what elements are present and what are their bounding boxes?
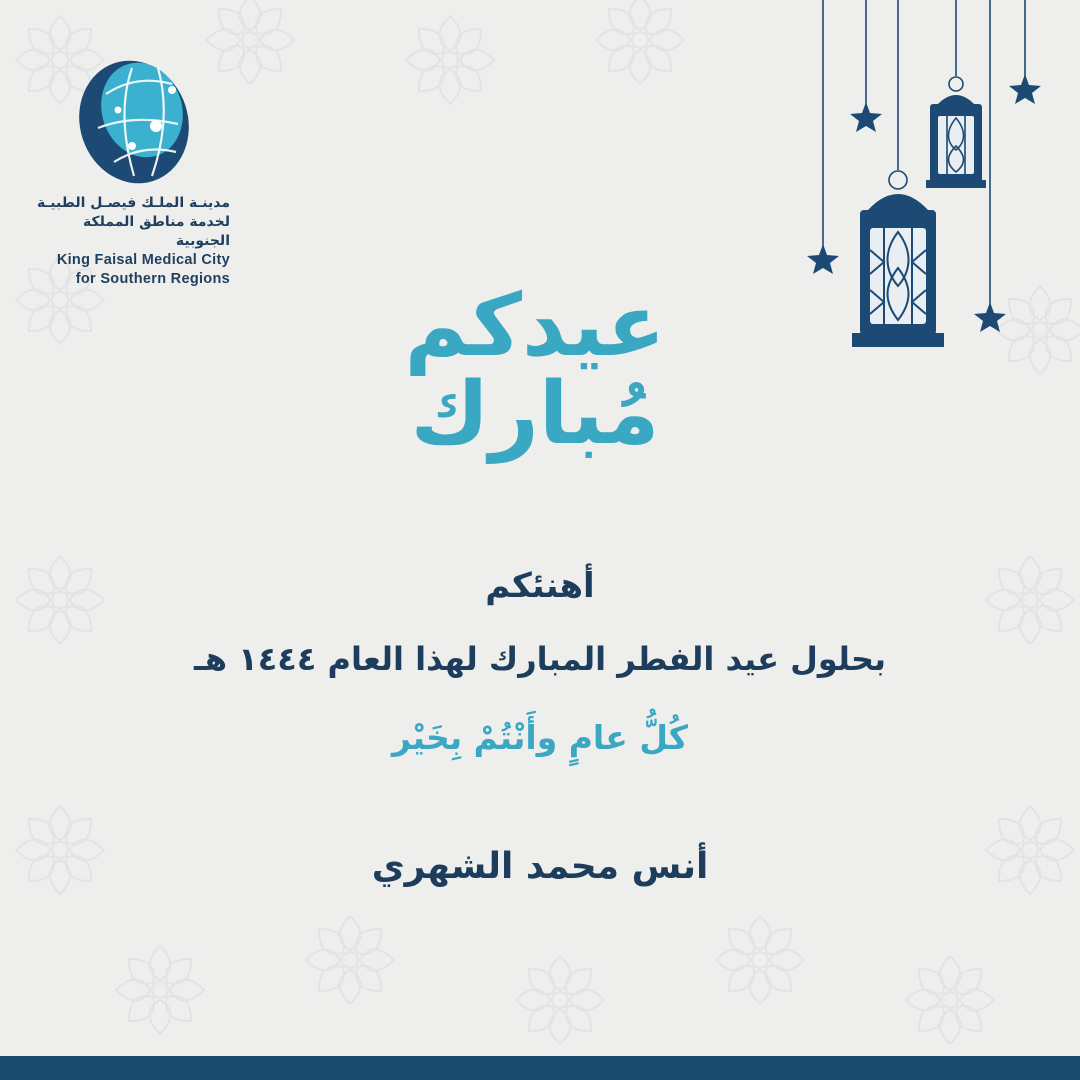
- organization-logo: [36, 54, 246, 289]
- eid-greeting-title: [330, 276, 740, 464]
- signature-name: أنس محمد الشهري: [371, 846, 709, 887]
- greeting-line-1: عيدكم: [404, 276, 666, 376]
- logo-english-line-2: for Southern Regions: [75, 271, 230, 287]
- globe-logo-icon: [76, 54, 192, 186]
- large-lantern-icon: [852, 194, 944, 347]
- greeting-line-2: مُبارك: [410, 364, 660, 464]
- logo-english-line-1: King Faisal Medical City: [56, 252, 230, 268]
- message-line-2: بحلول عيد الفطر المبارك لهذا العام ١٤٤٤ هـ: [193, 640, 887, 678]
- hanging-lanterns-decoration: [790, 0, 1080, 360]
- small-lantern-icon: [926, 95, 986, 188]
- logo-arabic-line-2: لخدمة مناطق المملكة الجنوبية: [83, 214, 230, 249]
- message-line-1: أهنئكم: [485, 566, 595, 606]
- logo-arabic-line-1: مدينـة الملـك فيصـل الطبيـة: [37, 195, 230, 211]
- bottom-bar: [0, 1056, 1080, 1080]
- message-line-3: كُلُّ عامٍ وأَنْتُمْ بِخَيْر: [392, 718, 688, 757]
